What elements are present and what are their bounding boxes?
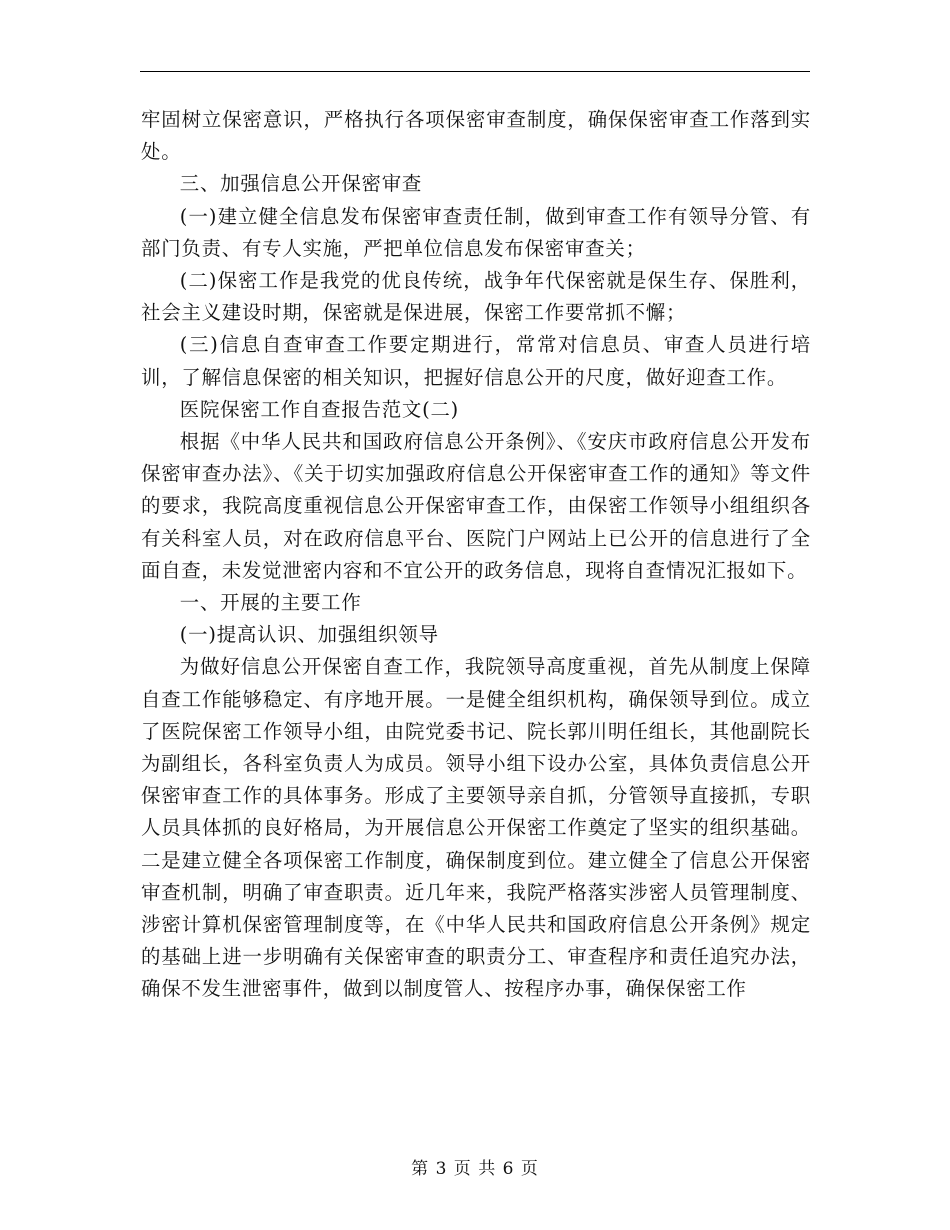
list-item-3: (三)信息自查审查工作要定期进行，常常对信息员、审查人员进行培训，了解信息保密的相关知识，把握好信息公开的尺度，做好迎查工作。 bbox=[141, 333, 811, 389]
list-item-1: (一)建立健全信息发布保密审查责任制，做到审查工作有领导分管、有部门负责、有专人实施，严把单位信息发布保密审查关； bbox=[141, 204, 811, 260]
page-number: 第 3 页 共 6 页 bbox=[411, 1159, 539, 1179]
paragraph-continuation: 牢固树立保密意识，严格执行各项保密审查制度，确保保密审查工作落到实处。 bbox=[141, 108, 811, 164]
header-rule bbox=[140, 71, 810, 72]
paragraph-intro: 根据《中华人民共和国政府信息公开条例》、《安庆市政府信息公开发布保密审查办法》、《关于切实加强政府信息公开保密审查工作的通知》等文件的要求，我院高度重视信息公开保密审查工作，由保密工作领导小组组织各有关科室人员，对在政府信息平台、医院门户网站上已公开的信息进行了全面自查，未发觉泄密内容和不宜公开的政务信息，现将自查情况汇报如下。 bbox=[141, 430, 811, 582]
section-heading-3: 三、加强信息公开保密审查 bbox=[179, 172, 423, 196]
list-item-2: (二)保密工作是我党的优良传统，战争年代保密就是保生存、保胜利，社会主义建设时期，保密就是保进展，保密工作要常抓不懈； bbox=[141, 269, 811, 325]
paragraph-body: 为做好信息公开保密自查工作，我院领导高度重视，首先从制度上保障自查工作能够稳定、有序地开展。一是健全组织机构，确保领导到位。成立了医院保密工作领导小组，由院党委书记、院长郭川明任组长，其他副院长为副组长，各科室负责人为成员。领导小组下设办公室，具体负责信息公开保密审查工作的具体事务。形成了主要领导亲自抓，分管领导直接抓，专职人员具体抓的良好格局，为开展信息公开保密工作奠定了坚实的组织基础。二是建立健全各项保密工作制度，确保制度到位。建立健全了信息公开保密审查机制，明确了审查职责。近几年来，我院严格落实涉密人员管理制度、涉密计算机保密管理制度等，在《中华人民共和国政府信息公开条例》规定的基础上进一步明确有关保密审查的职责分工、审查程序和责任追究办法，确保不发生泄密事件，做到以制度管人、按程序办事，确保保密工作 bbox=[141, 655, 811, 1001]
subsection-heading-1: (一)提高认识、加强组织领导 bbox=[179, 623, 439, 647]
section-heading-1: 一、开展的主要工作 bbox=[179, 591, 362, 615]
report-title: 医院保密工作自查报告范文(二) bbox=[179, 397, 460, 421]
document-body bbox=[141, 104, 811, 1006]
